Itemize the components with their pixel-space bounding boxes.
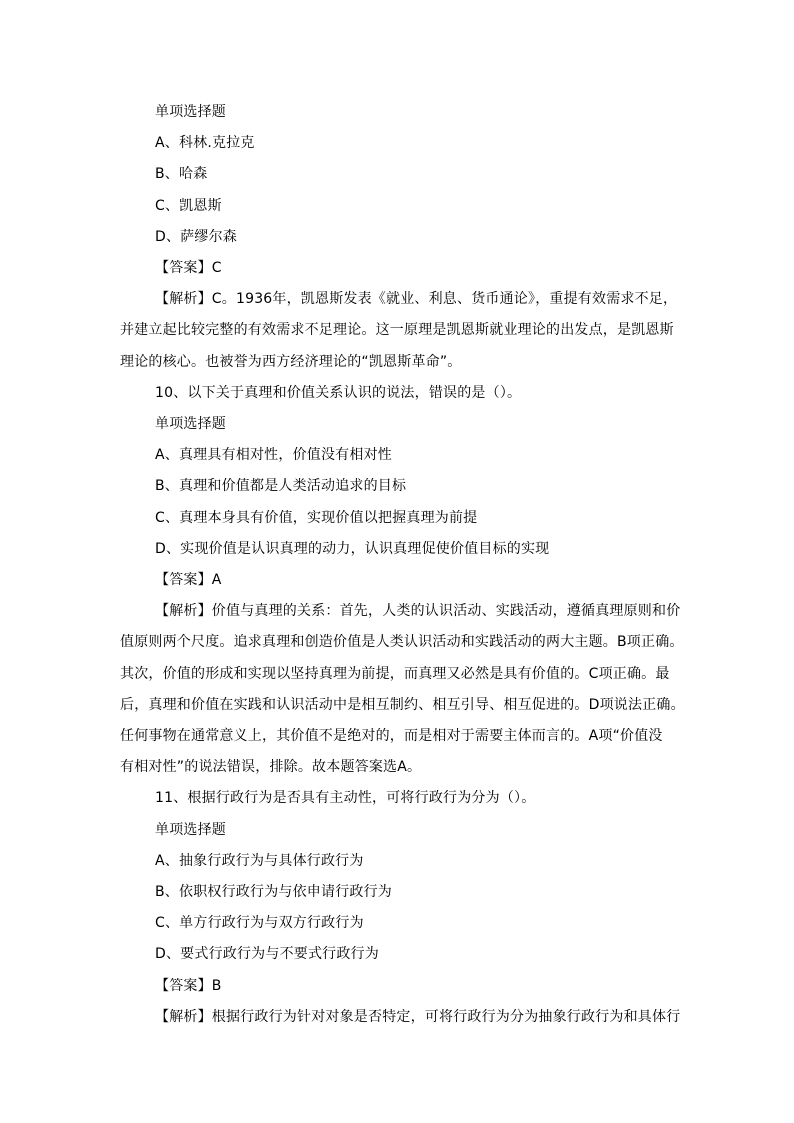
text-line: D、要式行政行为与不要式行政行为	[155, 946, 379, 963]
text-line: A、科林.克拉克	[155, 135, 255, 152]
text-line: 并建立起比较完整的有效需求不足理论。这一原理是凯恩斯就业理论的出发点，是凯恩斯	[120, 322, 674, 339]
text-line: 10、以下关于真理和价值关系认识的说法，错误的是（）。	[155, 384, 522, 401]
text-line: B、真理和价值都是人类活动追求的目标	[155, 478, 407, 495]
text-line: 值原则两个尺度。追求真理和创造价值是人类认识活动和实践活动的两大主题。B项正确。	[120, 634, 684, 651]
text-line: 【解析】价值与真理的关系：首先，人类的认识活动、实践活动，遵循真理原则和价	[155, 603, 681, 620]
text-line: D、萨缪尔森	[155, 228, 237, 245]
text-line: 后，真理和价值在实践和认识活动中是相互制约、相互引导、相互促进的。D项说法正确。	[120, 696, 685, 713]
text-line: 单项选择题	[155, 416, 226, 432]
text-line: A、真理具有相对性，价值没有相对性	[155, 447, 392, 464]
text-line: 任何事物在通常意义上，其价值不是绝对的，而是相对于需要主体而言的。A项“价值没	[120, 728, 663, 744]
text-line: 【解析】根据行政行为针对对象是否特定，可将行政行为分为抽象行政行为和具体行	[155, 1008, 681, 1025]
text-line: C、真理本身具有价值，实现价值以把握真理为前提	[155, 509, 478, 526]
text-line: B、哈森	[155, 166, 208, 183]
text-line: C、单方行政行为与双方行政行为	[155, 915, 364, 932]
text-line: 有相对性”的说法错误，排除。故本题答案选A。	[120, 759, 422, 776]
text-line: 【答案】B	[155, 977, 222, 994]
text-line: 【答案】A	[155, 572, 222, 588]
text-line: C、凯恩斯	[155, 197, 222, 214]
text-line: 11、根据行政行为是否具有主动性，可将行政行为分为（）。	[155, 790, 536, 807]
text-line: 单项选择题	[155, 104, 226, 120]
text-line: 【答案】C	[155, 260, 222, 276]
text-line: D、实现价值是认识真理的动力，认识真理促使价值目标的实现	[155, 540, 550, 557]
text-line: A、抽象行政行为与具体行政行为	[155, 852, 364, 869]
text-line: 其次，价值的形成和实现以坚持真理为前提，而真理又必然是具有价值的。C项正确。最	[120, 665, 670, 682]
text-line: B、依职权行政行为与依申请行政行为	[155, 884, 393, 900]
text-line: 单项选择题	[155, 821, 226, 838]
text-line: 【解析】C。1936年，凯恩斯发表《就业、利息、货币通论》，重提有效需求不足，	[155, 291, 678, 308]
text-line: 理论的核心。也被誉为西方经济理论的“凯恩斯革命”。	[120, 353, 462, 370]
